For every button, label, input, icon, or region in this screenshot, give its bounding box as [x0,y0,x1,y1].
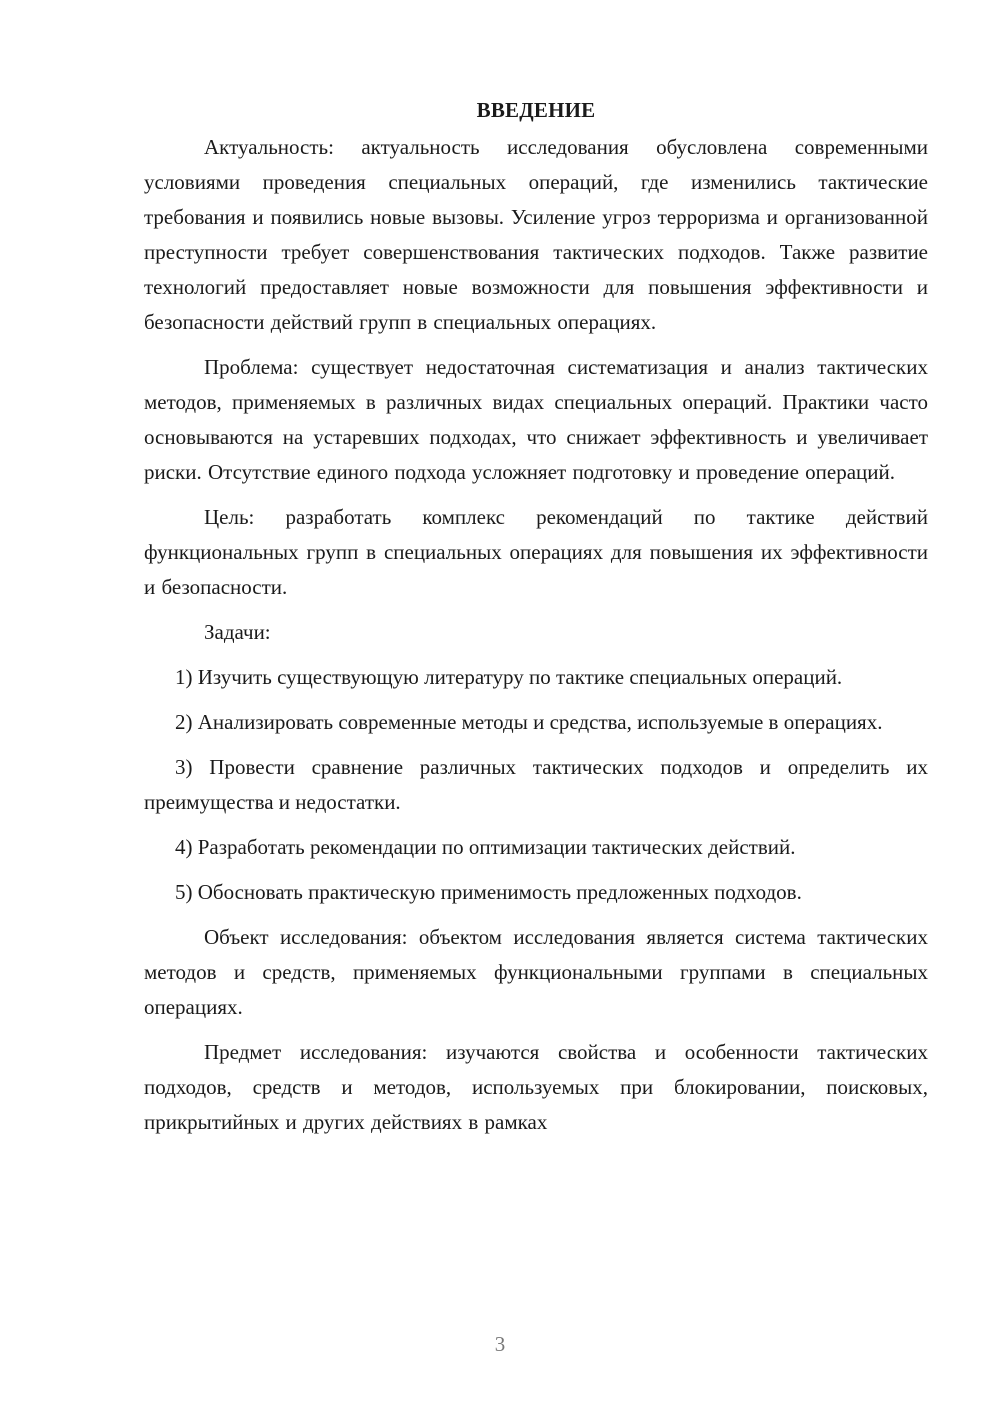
tasks-label: Задачи: [204,620,271,644]
tasks-list [144,660,928,910]
page-number: 3 [494,1332,506,1356]
paragraph-object: Объект исследования: объектом исследования является система тактических методов и средств, применяемых функциональными группами в специальных операциях. [144,925,928,1019]
list-item: 2) Анализировать современные методы и средства, используемые в операциях. [175,710,883,734]
list-item: 4) Разработать рекомендации по оптимизации тактических действий. [175,835,796,859]
paragraph-subject: Предмет исследования: изучаются свойства и особенности тактических подходов, средств и методов, используемых при блокировании, поисковых, прикрытийных и других действиях в рамках [144,1040,928,1134]
paragraph-problem: Проблема: существует недостаточная систематизация и анализ тактических методов, применяемых в различных видах специальных операций. Практики часто основываются на устаревших подходах, что снижает эффективность и увеличивает риски. Отсутствие единого подхода усложняет подготовку и проведение операций. [144,355,928,484]
document-heading: ВВЕДЕНИЕ [476,98,596,122]
paragraph-relevance: Актуальность: актуальность исследования обусловлена современными условиями проведения специальных операций, где изменились тактические требования и появились новые вызовы. Усиление угроз терроризма и организованной преступности требует совершенствования тактических подходов. Также развитие технологий предоставляет новые возможности для повышения эффективности и безопасности действий групп в специальных операциях. [144,135,928,334]
list-item: 5) Обосновать практическую применимость предложенных подходов. [175,880,802,904]
paragraph-goal: Цель: разработать комплекс рекомендаций по тактике действий функциональных групп в специальных операциях для повышения их эффективности и безопасности. [144,505,928,599]
list-item: 3) Провести сравнение различных тактических подходов и определить их преимущества и недостатки. [144,755,928,814]
document-page [144,96,928,1150]
list-item: 1) Изучить существующую литературу по тактике специальных операций. [175,665,843,689]
